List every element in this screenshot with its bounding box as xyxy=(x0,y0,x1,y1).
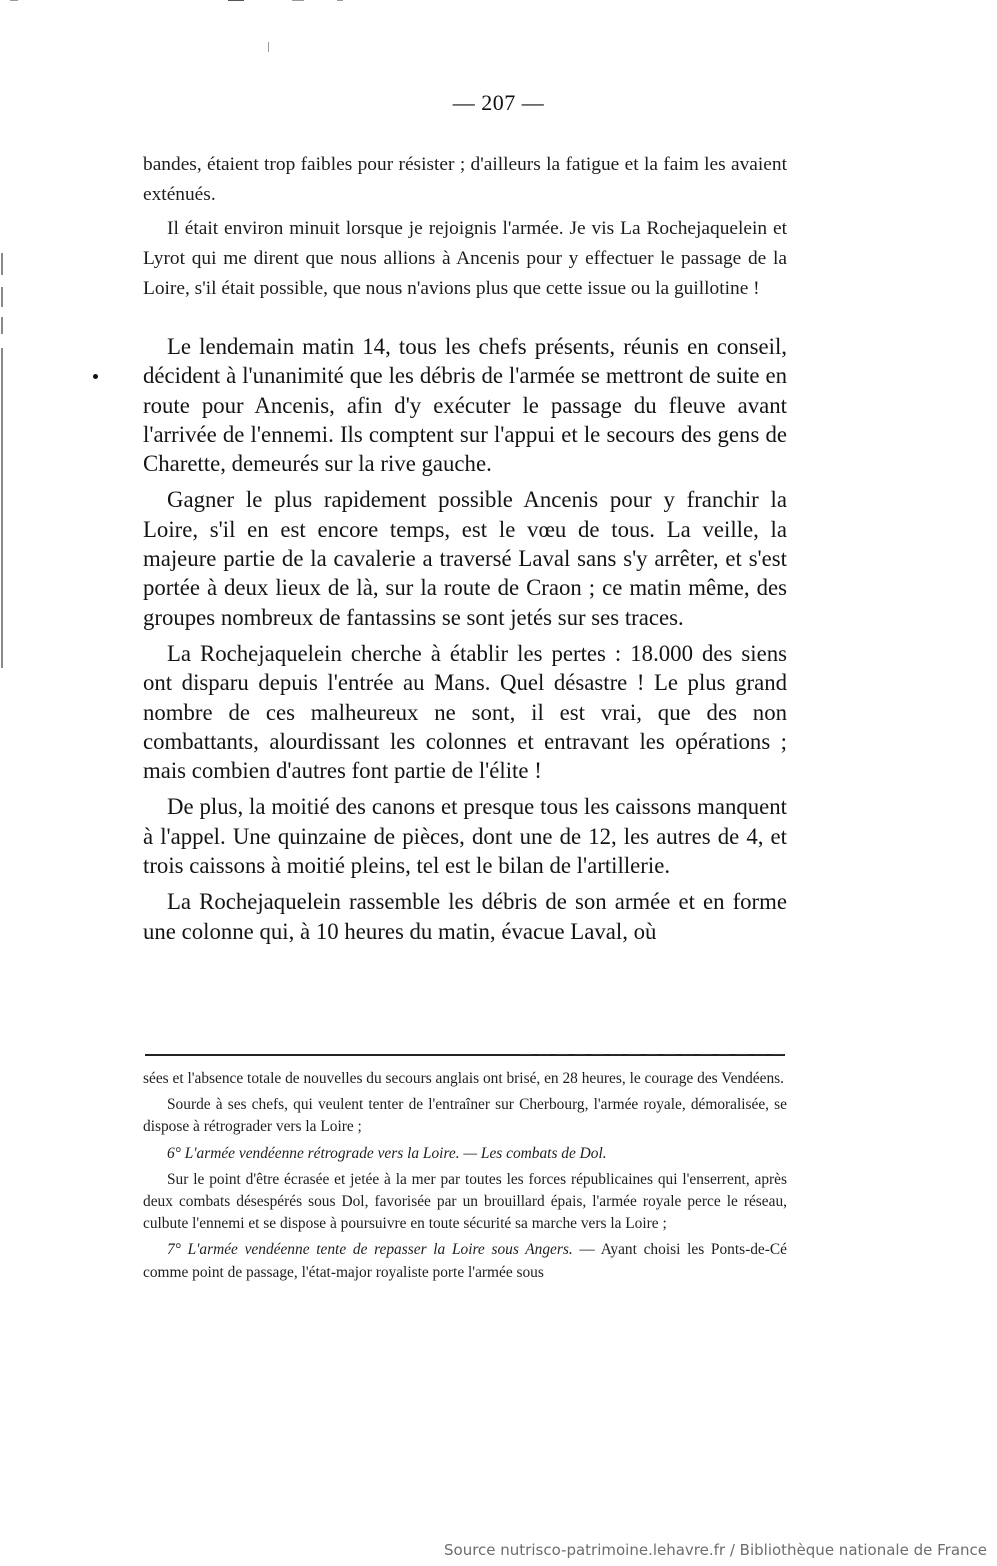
scan-artifact xyxy=(10,0,18,1)
footnote-separator-tail xyxy=(520,1054,785,1055)
footnotes xyxy=(143,1068,787,1284)
scan-artifact xyxy=(292,0,304,1)
source-attribution: Source nutrisco-patrimoine.lehavre.fr / Bibliothèque nationale de France xyxy=(444,1541,987,1559)
intro-text xyxy=(143,150,787,304)
scan-artifact xyxy=(337,0,343,1)
main-paragraph: La Rochejaquelein cherche à établir les pertes : 18.000 des siens ont disparu depuis l'entrée au Mans. Quel désastre ! Le plus grand nombre de ces malheureux ne sont, il est vrai, que des non combattants, alourdissant les colonnes et entravant les opérations ; mais combien d'autres font partie de l'élite ! xyxy=(143,640,787,784)
footnote-text: — Ayant choisi les Ponts-de-Cé comme point de passage, l'état-major royaliste porte l'armée sous xyxy=(143,1241,787,1281)
page-number: — 207 — xyxy=(452,90,545,115)
footnote-heading xyxy=(143,1143,787,1165)
main-text xyxy=(143,332,787,946)
footnote-heading-text: 7° L'armée vendéenne tente de repasser la Loire sous Angers. xyxy=(167,1241,573,1259)
main-paragraph: La Rochejaquelein rassemble les débris de son armée et en forme une colonne qui, à 10 heures du matin, évacue Laval, où xyxy=(143,889,787,944)
scan-artifact xyxy=(228,0,244,1)
footnote-paragraph: Sourde à ses chefs, qui veulent tenter de l'entraîner sur Cherbourg, l'armée royale, démoralisée, se dispose à rétrograder vers la Loire ; xyxy=(143,1096,787,1136)
footnote-paragraph: Sur le point d'être écrasée et jetée à la mer par toutes les forces républicaines qui l'enserrent, après deux combats désespérés sous Dol, favorisée par un brouillard épais, l'armée royale perce le réseau, culbute l'ennemi et se dispose à poursuivre en toute sécurité sa marche vers la Loire ; xyxy=(143,1170,787,1233)
scan-artifact xyxy=(268,42,269,52)
footnote-heading-text: 6° L'armée vendéenne rétrograde vers la Loire. — Les combats de Dol. xyxy=(167,1144,607,1162)
main-paragraph: Le lendemain matin 14, tous les chefs présents, réunis en conseil, décident à l'unanimité que les débris de l'armée se mettront de suite en route pour Ancenis, afin d'y exécuter le passage du fleuve avant l'arrivée de l'ennemi. Ils comptent sur l'appui et le secours des gens de Charette, demeurés sur la rive gauche. xyxy=(143,334,787,477)
main-paragraph: De plus, la moitié des canons et presque tous les caissons manquent à l'appel. Une quinzaine de pièces, dont une de 12, les autres de 4, et trois caissons à moitié pleins, tel est le bilan de l'artillerie. xyxy=(143,794,787,879)
scan-edge-mark xyxy=(1,287,3,307)
footnote-paragraph xyxy=(143,1239,787,1283)
intro-paragraph: Il était environ minuit lorsque je rejoignis l'armée. Je vis La Rochejaquelein et Lyrot qui me dirent que nous allions à Ancenis pour y effectuer le passage de la Loire, s'il était possible, que nous n'avions plus que cette issue ou la guillotine ! xyxy=(143,218,787,299)
main-paragraph: Gagner le plus rapidement possible Ancenis pour y franchir la Loire, s'il en est encore temps, est le vœu de tous. La veille, la majeure partie de la cavalerie a traversé Laval sans s'y arrêter, et s'est portée à deux lieux de là, sur la route de Craon ; ce matin même, des groupes nombreux de fantassins se sont jetés sur ses traces. xyxy=(143,487,787,630)
intro-paragraph: bandes, étaient trop faibles pour résister ; d'ailleurs la fatigue et la faim les avaient exténués. xyxy=(143,154,787,205)
scan-edge-mark xyxy=(1,348,3,668)
footnote-paragraph: sées et l'absence totale de nouvelles du secours anglais ont brisé, en 28 heures, le courage des Vendéens. xyxy=(143,1070,784,1087)
scan-edge-mark xyxy=(1,317,3,334)
margin-dot xyxy=(93,374,98,379)
scan-edge-mark xyxy=(1,253,3,275)
